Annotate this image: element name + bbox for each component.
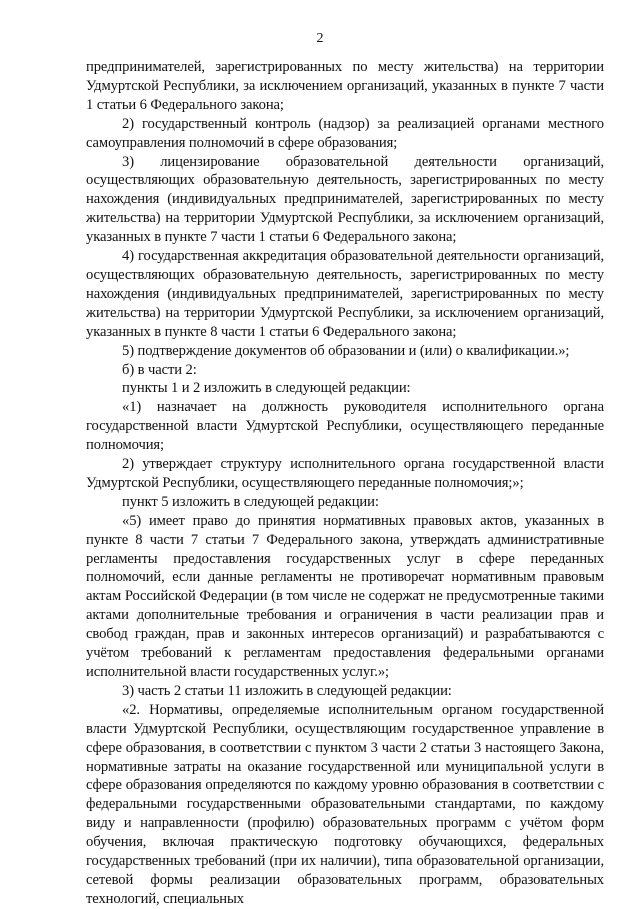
paragraph-points-1-2-intro: пункты 1 и 2 изложить в следующей редакции: xyxy=(122,380,411,397)
paragraph-article-11-part-2: «2. Нормативы, определяемые исполнительным органом государственной власти Удмуртской Республики, осуществляющим государственное управление в сфере образования, в соответствии с пунктом 3 части 2 статьи 3 настоящего Закона, нормативные затраты на оказание государственной или муниципальной услуги в сфере образования определяются по каждому уровню образования в соответствии с федеральными государственными образовательными стандартами, по каждому виду и направленности (профилю) образовательных программ с учётом форм обучения, включая практическую подготовку обучающихся, федеральных государственных требований (при их наличии), типа образовательной организации, сетевой формы реализации образовательных программ, образовательных технологий, специальных xyxy=(86,701,604,907)
paragraph-item-4: 4) государственная аккредитация образовательной деятельности организаций, осуществляющих образовательную деятельность, зарегистрированных по месту нахождения (индивидуальных предпринимателей, зарегистрированных по месту жительства) на территории Удмуртской Республики, за исключением организаций, указанных в пункте 8 части 1 статьи 6 Федерального закона; xyxy=(86,248,604,340)
paragraph-item-3: 3) лицензирование образовательной деятельности организаций, осуществляющих образовательную деятельность, зарегистрированных по месту нахождения (индивидуальных предпринимателей, зарегистрированных по месту жительства) на территории Удмуртской Республики, за исключением организаций, указанных в пункте 7 части 1 статьи 6 Федерального закона; xyxy=(86,153,604,246)
paragraph-point-5: «5) имеет право до принятия нормативных правовых актов, указанных в пункте 8 части 7 статьи 7 Федерального закона, утверждать административные регламенты предоставления государственных услуг в сфере переданных полномочий, если данные регламенты не противоречат нормативным правовым актам Российской Федерации (в том числе не содержат не предусмотренные такими актами дополнительные требования и ограничения в части реализации прав и свобод граждан, прав и законных интересов организаций) и разрабатываются с учётом требований к регламентам предоставления федеральными органами исполнительной власти государственных услуг.»; xyxy=(86,512,604,680)
page-number: 2 xyxy=(316,31,324,46)
paragraph-article-11-intro: 3) часть 2 статьи 11 изложить в следующей редакции: xyxy=(122,682,452,699)
paragraph-item-5: 5) подтверждение документов об образовании и (или) о квалификации.»; xyxy=(122,342,570,359)
paragraph-point-2: 2) утверждает структуру исполнительного органа государственной власти Удмуртской Республики, осуществляющего переданные полномочия;»; xyxy=(86,456,604,491)
paragraph-subsection-b: б) в части 2: xyxy=(122,361,197,378)
paragraph-point-1: «1) назначает на должность руководителя исполнительного органа государственной власти Удмуртской Республики, осуществляющего переданные полномочия; xyxy=(86,399,604,454)
paragraph-point-5-intro: пункт 5 изложить в следующей редакции: xyxy=(122,493,379,510)
document-body xyxy=(86,58,604,909)
paragraph-continuation: предпринимателей, зарегистрированных по месту жительства) на территории Удмуртской Республики, за исключением организаций, указанных в пункте 7 части 1 статьи 6 Федерального закона; xyxy=(86,59,604,113)
paragraph-item-2: 2) государственный контроль (надзор) за реализацией органами местного самоуправления полномочий в сфере образования; xyxy=(86,115,604,151)
